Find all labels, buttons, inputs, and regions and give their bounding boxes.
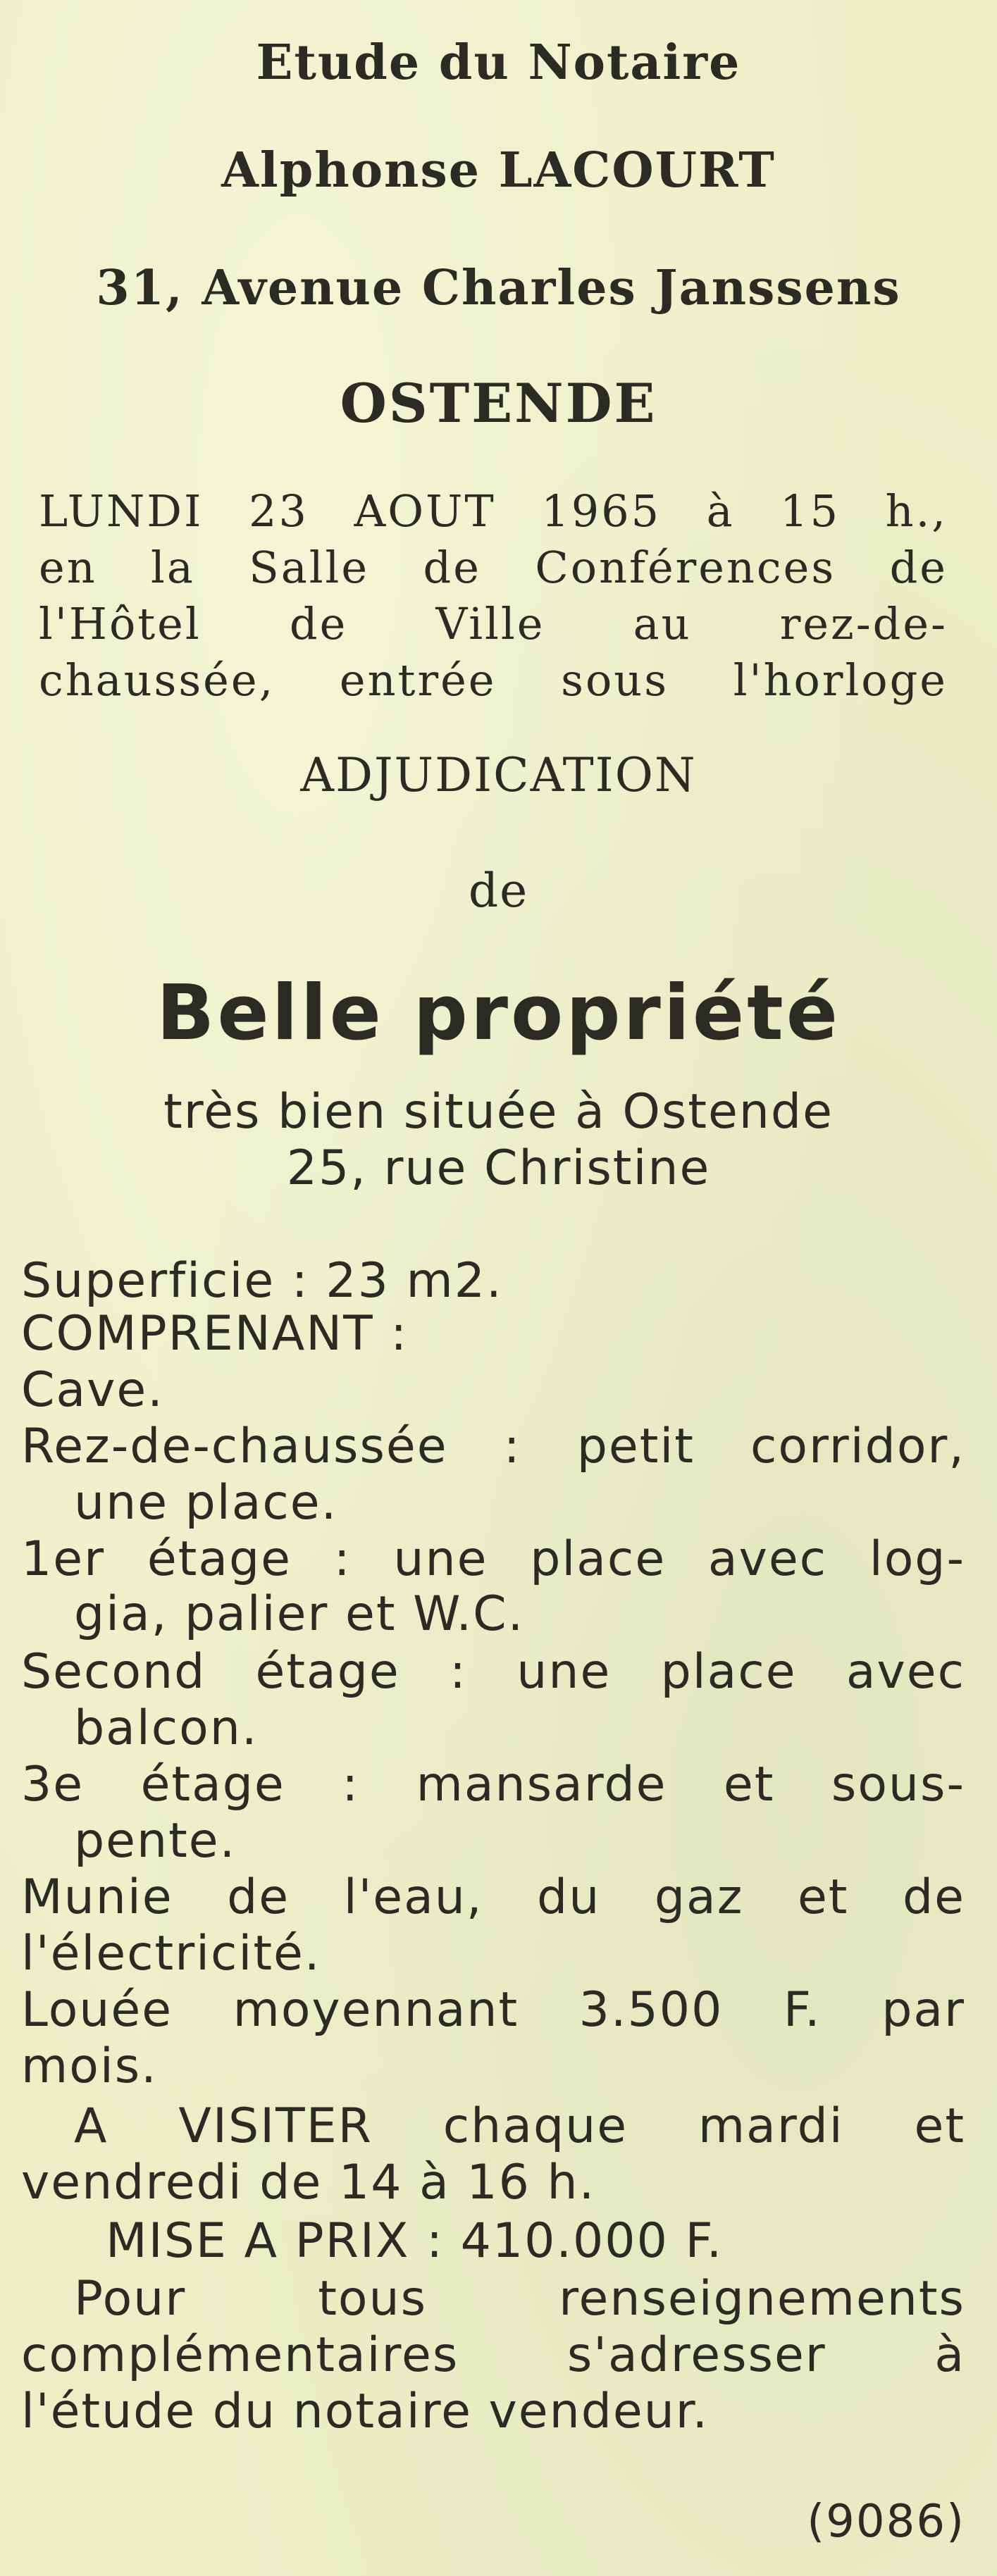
announcement-line-1: LUNDI 23 AOUT 1965 à 15 h.,: [39, 485, 948, 537]
detail-visit-line-2: vendredi de 14 à 16 h.: [21, 2155, 596, 2210]
detail-rent-line-1: Louée moyennant 3.500 F. par: [21, 1982, 965, 2038]
notary-address: 31, Avenue Charles Janssens: [96, 260, 901, 316]
detail-rez-line-1: Rez-de-chaussée : petit corridor,: [21, 1419, 965, 1474]
announcement-line-3: l'Hôtel de Ville au rez-de-: [39, 598, 948, 649]
detail-etage3-line-1: 3e étage : mansarde et sous-: [21, 1757, 965, 1812]
property-title: Belle propriété: [156, 969, 841, 1057]
sale-preposition: de: [468, 864, 529, 918]
detail-etage2-line-1: Second étage : une place avec: [21, 1644, 965, 1700]
detail-utilities-line-1: Munie de l'eau, du gaz et de: [21, 1869, 965, 1925]
detail-visit-line-1: A VISITER chaque mardi et: [74, 2098, 965, 2154]
detail-rez-line-2: une place.: [74, 1475, 338, 1531]
detail-info-line-3: l'étude du notaire vendeur.: [21, 2384, 710, 2439]
detail-reserve-price: MISE A PRIX : 410.000 F.: [106, 2213, 724, 2269]
detail-rent-line-2: mois.: [21, 2039, 158, 2094]
detail-comprenant: COMPRENANT :: [21, 1306, 409, 1362]
detail-superficie: Superficie : 23 m2.: [21, 1253, 503, 1309]
property-address: 25, rue Christine: [286, 1140, 711, 1196]
property-location: très bien située à Ostende: [163, 1084, 834, 1140]
reference-number: (9086): [807, 2496, 965, 2548]
notary-name: Alphonse LACOURT: [221, 142, 776, 199]
detail-utilities-line-2: l'électricité.: [21, 1926, 321, 1981]
sale-type: ADJUDICATION: [300, 748, 697, 802]
announcement-line-2: en la Salle de Conférences de: [39, 542, 948, 593]
announcement-line-4: chaussée, entrée sous l'horloge: [39, 654, 948, 706]
detail-etage2-line-2: balcon.: [74, 1700, 259, 1756]
detail-info-line-2: complémentaires s'adresser à: [21, 2327, 965, 2383]
detail-info-line-1: Pour tous renseignements: [74, 2271, 965, 2327]
detail-etage1-line-2: gia, palier et W.C.: [74, 1586, 525, 1642]
detail-etage3-line-2: pente.: [74, 1813, 237, 1869]
notary-office-line: Etude du Notaire: [256, 35, 741, 91]
notary-city: OSTENDE: [340, 372, 657, 435]
detail-cave: Cave.: [21, 1362, 164, 1418]
detail-etage1-line-1: 1er étage : une place avec log-: [21, 1531, 965, 1587]
